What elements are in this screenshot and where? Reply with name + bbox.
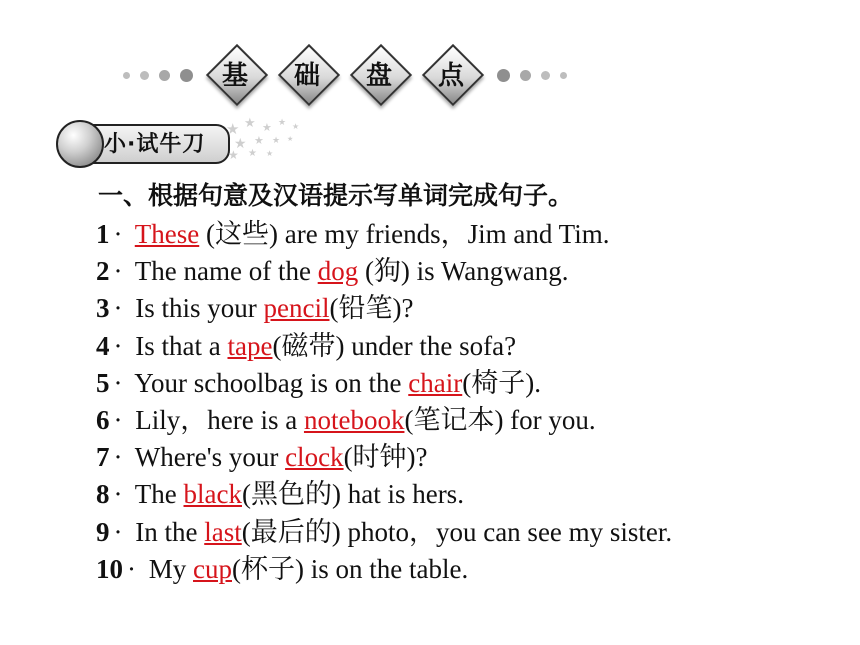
answer-word: last bbox=[204, 516, 242, 547]
exercise-item bbox=[96, 328, 836, 365]
banner-diamond-4 bbox=[422, 44, 480, 102]
answer-word: black bbox=[183, 479, 242, 510]
item-text-before: The name of the bbox=[128, 256, 318, 287]
dot-decoration bbox=[560, 72, 567, 79]
answer-word: cup bbox=[193, 553, 232, 584]
item-separator: · bbox=[113, 367, 123, 398]
item-text-after: (笔记本) for you. bbox=[404, 404, 596, 435]
exercise-content bbox=[96, 176, 836, 588]
exercise-item bbox=[96, 290, 836, 327]
answer-word: clock bbox=[285, 442, 344, 473]
section-tag-label: 小·试牛刀 bbox=[104, 132, 206, 157]
banner-dots-left bbox=[123, 69, 193, 82]
exercise-item bbox=[96, 476, 836, 513]
item-text-before: Where's your bbox=[128, 442, 286, 473]
item-separator: · bbox=[113, 256, 123, 287]
item-number: 4 bbox=[96, 330, 110, 361]
dot-decoration bbox=[159, 70, 170, 81]
dot-decoration bbox=[520, 70, 531, 81]
answer-word: dog bbox=[317, 256, 359, 287]
item-text-after: (铅笔)? bbox=[329, 293, 414, 324]
item-separator: · bbox=[113, 404, 123, 435]
item-separator: · bbox=[113, 479, 123, 510]
item-text-after: (杯子) is on the table. bbox=[232, 553, 469, 584]
item-number: 9 bbox=[96, 516, 110, 547]
stars-decoration-icon: ★ ★ ★ ★ ★ ★ ★ ★ ★ ★ ★ ★ bbox=[226, 116, 300, 162]
item-text-before: Lily，here is a bbox=[128, 404, 304, 435]
exercise-item bbox=[96, 439, 836, 476]
item-number: 3 bbox=[96, 293, 110, 324]
exercise-item bbox=[96, 514, 836, 551]
banner-char: 点 bbox=[437, 60, 464, 91]
item-text-after: (椅子). bbox=[462, 367, 541, 398]
item-separator: · bbox=[113, 442, 123, 473]
item-text-before: Your schoolbag is on the bbox=[128, 367, 409, 398]
answer-word: notebook bbox=[303, 404, 405, 435]
item-separator: · bbox=[113, 516, 123, 547]
answer-word: chair bbox=[408, 367, 463, 398]
section-banner bbox=[0, 22, 860, 92]
dot-decoration bbox=[497, 69, 510, 82]
dot-decoration bbox=[140, 71, 149, 80]
exercise-item bbox=[96, 216, 836, 253]
banner-diamond-2 bbox=[278, 44, 336, 102]
answer-word: pencil bbox=[263, 293, 330, 324]
banner-diamond-3 bbox=[350, 44, 408, 102]
dot-decoration bbox=[541, 71, 550, 80]
exercise-item bbox=[96, 402, 836, 439]
exercise-list bbox=[96, 216, 836, 588]
banner-char: 基 bbox=[221, 60, 248, 91]
item-number: 2 bbox=[96, 256, 110, 287]
item-text-after: (这些) are my friends，Jim and Tim. bbox=[199, 219, 610, 249]
banner-char: 础 bbox=[293, 60, 320, 91]
item-text-before: In the bbox=[128, 516, 205, 547]
banner-diamond-1 bbox=[206, 44, 264, 102]
item-text-after: (最后的) photo，you can see my sister. bbox=[241, 516, 673, 547]
item-text-after: (黑色的) hat is hers. bbox=[241, 479, 464, 510]
item-separator: · bbox=[113, 293, 123, 324]
item-text-after: (狗) is Wangwang. bbox=[358, 256, 569, 287]
banner-dots-right bbox=[497, 69, 567, 82]
item-text-after: (磁带) under the sofa? bbox=[272, 330, 517, 361]
item-number: 7 bbox=[96, 442, 110, 473]
item-separator: · bbox=[113, 219, 123, 249]
exercise-item bbox=[96, 551, 836, 588]
dot-decoration bbox=[180, 69, 193, 82]
answer-word: tape bbox=[227, 330, 273, 361]
banner-char: 盘 bbox=[365, 60, 392, 91]
item-separator: · bbox=[113, 330, 123, 361]
item-text-after: (时钟)? bbox=[343, 442, 428, 473]
item-text-before: My bbox=[142, 553, 194, 584]
item-number: 5 bbox=[96, 367, 110, 398]
item-separator: · bbox=[127, 553, 136, 584]
exercise-heading: 一、根据句意及汉语提示写单词完成句子。 bbox=[98, 181, 574, 210]
exercise-item bbox=[96, 253, 836, 290]
item-number: 1 bbox=[96, 219, 110, 249]
item-text-before: The bbox=[128, 479, 184, 510]
answer-word: These bbox=[134, 219, 200, 249]
ball-icon bbox=[56, 120, 104, 168]
item-number: 6 bbox=[96, 404, 110, 435]
item-text-before: Is that a bbox=[128, 330, 228, 361]
item-number: 8 bbox=[96, 479, 110, 510]
exercise-item bbox=[96, 365, 836, 402]
item-text-before: Is this your bbox=[128, 293, 264, 324]
item-number: 10 bbox=[96, 553, 123, 584]
section-tag bbox=[56, 118, 306, 168]
dot-decoration bbox=[123, 72, 130, 79]
